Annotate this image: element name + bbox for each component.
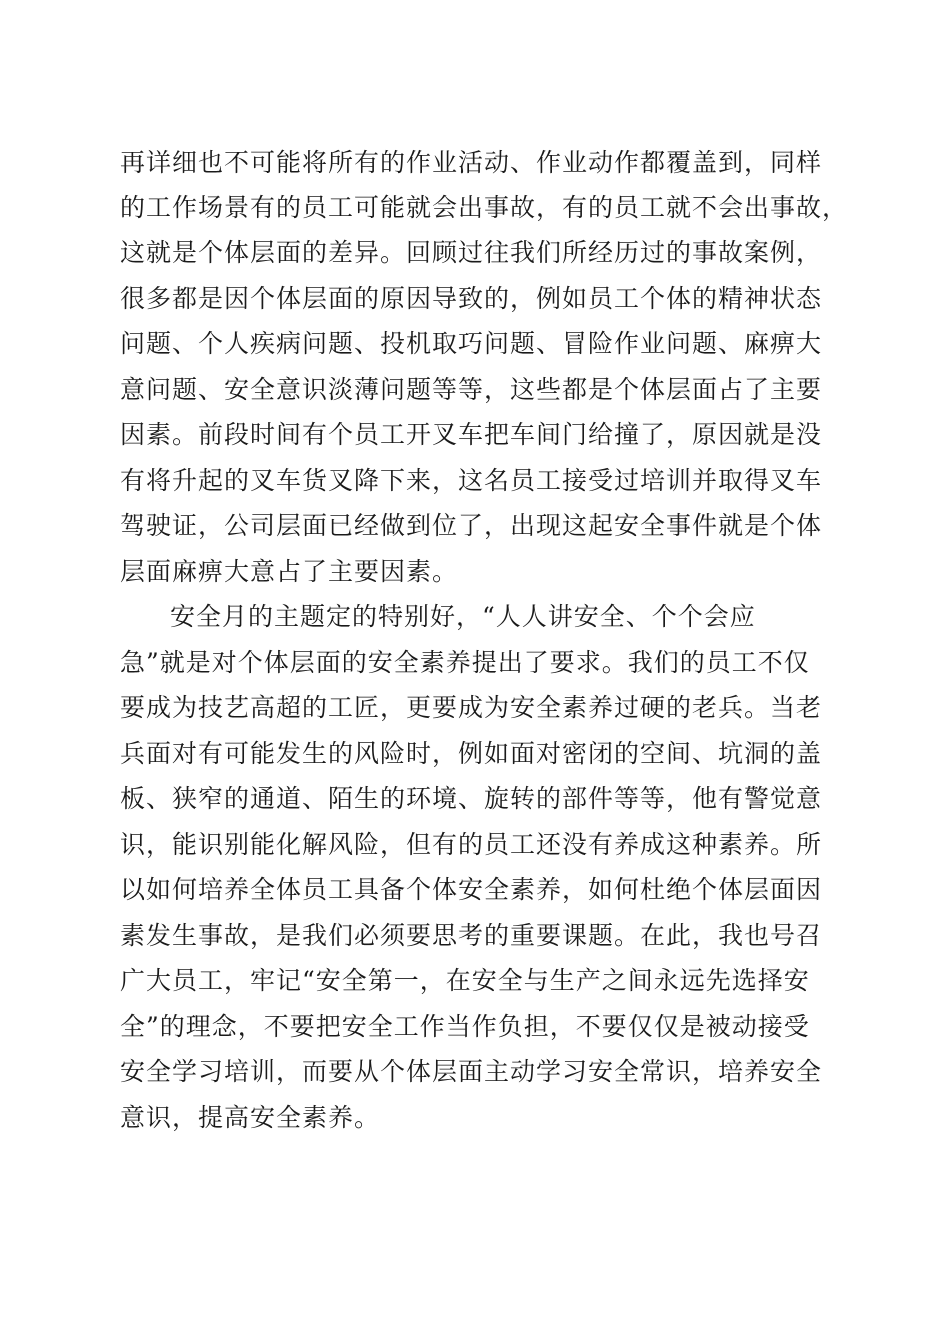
paragraph-1-line-4: 很多都是因个体层面的原因导致的，例如员工个体的精神状态 [120, 284, 823, 313]
paragraph-1-line-1: 再详细也不可能将所有的作业活动、作业动作都覆盖到，同样 [120, 148, 823, 177]
paragraph-1-line-7: 因素。前段时间有个员工开叉车把车间门给撞了，原因就是没 [120, 420, 823, 449]
paragraph-1-line-3: 这就是个体层面的差异。回顾过往我们所经历过的事故案例， [120, 238, 823, 267]
paragraph-1-line-9: 驾驶证，公司层面已经做到位了，出现这起安全事件就是个体 [120, 511, 823, 540]
paragraph-1-line-8: 有将升起的叉车货叉降下来，这名员工接受过培训并取得叉车 [120, 466, 823, 495]
paragraph-1-line-10: 层面麻痹大意占了主要因素。 [120, 557, 459, 586]
paragraph-2-line-9: 广大员工，牢记“安全第一，在安全与生产之间永远先选择安 [120, 966, 810, 995]
paragraph-2-line-2: 急”就是对个体层面的安全素养提出了要求。我们的员工不仅 [120, 648, 810, 677]
paragraph-2-line-7: 以如何培养全体员工具备个体安全素养，如何杜绝个体层面因 [120, 875, 823, 904]
paragraph-2-line-10: 全”的理念，不要把安全工作当作负担，不要仅仅是被动接受 [120, 1012, 810, 1041]
paragraph-2-line-3: 要成为技艺高超的工匠，更要成为安全素养过硬的老兵。当老 [120, 693, 823, 722]
paragraph-1-line-5: 问题、个人疾病问题、投机取巧问题、冒险作业问题、麻痹大 [120, 329, 823, 358]
paragraph-2-line-4: 兵面对有可能发生的风险时，例如面对密闭的空间、坑洞的盖 [120, 739, 823, 768]
paragraph-2-line-1: 安全月的主题定的特别好，“人人讲安全、个个会应 [170, 602, 756, 631]
paragraph-2-line-11: 安全学习培训，而要从个体层面主动学习安全常识，培养安全 [120, 1057, 823, 1086]
paragraph-1-line-2: 的工作场景有的员工可能就会出事故，有的员工就不会出事故， [120, 193, 849, 222]
paragraph-1-line-6: 意问题、安全意识淡薄问题等等，这些都是个体层面占了主要 [120, 375, 823, 404]
paragraph-2-line-12: 意识，提高安全素养。 [120, 1103, 381, 1132]
paragraph-2-line-5: 板、狭窄的通道、陌生的环境、旋转的部件等等，他有警觉意 [120, 784, 823, 813]
paragraph-2-line-6: 识，能识别能化解风险，但有的员工还没有养成这种素养。所 [120, 830, 823, 859]
paragraph-2-line-8: 素发生事故，是我们必须要思考的重要课题。在此，我也号召 [120, 921, 823, 950]
